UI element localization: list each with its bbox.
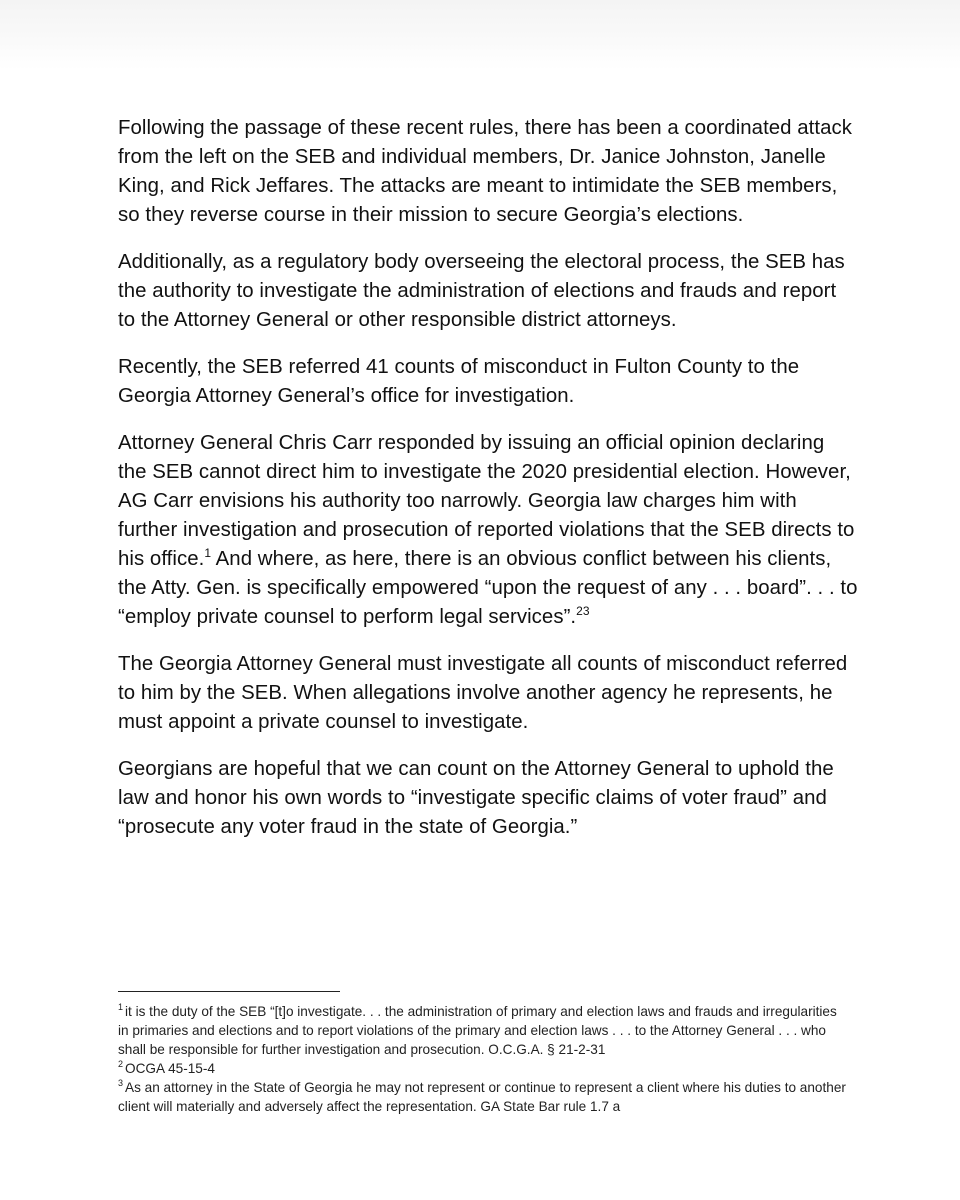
document-body [118,114,858,860]
footnote-number: 3 [118,1078,124,1089]
footnote-number: 1 [118,1002,124,1013]
footnote-3 [118,1078,848,1116]
paragraph-georgians-hopeful: Georgians are hopeful that we can count on the Attorney General to uphold the law and honor his own words to “investigate specific claims of voter fraud” and “prosecute any voter fraud in the state of Georgia.” [118,758,834,838]
footnote-ref-23: 23 [576,604,590,619]
footnote-1 [118,1002,848,1059]
paragraph-seb-authority: Additionally, as a regulatory body overseeing the electoral process, the SEB has the authority to investigate the administration of elections and frauds and report to the Attorney General or other responsible district attorneys. [118,251,845,331]
footnote-text: OCGA 45-15-4 [125,1061,215,1076]
footnote-divider [118,991,340,992]
footnote-number: 2 [118,1059,124,1070]
paragraph-ag-opinion-part-b: And where, as here, there is an obvious conflict between his clients, the Atty. Gen. is specifically empowered “upon the request of any . . . board”. . . to “employ private counsel to perform legal services”. [118,548,858,628]
paragraph-fulton-referral: Recently, the SEB referred 41 counts of misconduct in Fulton County to the Georgia Attorney General’s office for investigation. [118,356,800,407]
paragraph-ag-opinion-part-a: Attorney General Chris Carr responded by issuing an official opinion declaring the SEB cannot direct him to investigate the 2020 presidential election. However, AG Carr envisions his authority too narrowly. Georgia law charges him with further investigation and prosecution of reported violations that the SEB directs to his office. [118,432,855,570]
page-top-shadow [0,0,960,70]
paragraph-must-investigate: The Georgia Attorney General must investigate all counts of misconduct referred to him by the SEB. When allegations involve another agency he represents, he must appoint a private counsel to investigate. [118,653,848,733]
paragraph-ag-opinion [118,429,858,632]
footnote-text: As an attorney in the State of Georgia he may not represent or continue to represent a client where his duties to another client will materially and adversely affect the representation. GA State Bar rule 1.7 a [118,1080,846,1114]
footnotes [118,1002,848,1116]
footnote-text: it is the duty of the SEB “[t]o investigate. . . the administration of primary and election laws and frauds and irregularities in primaries and elections and to report violations of the primary and election laws . . . to the Attorney General . . . who shall be responsible for further investigation and prosecution. O.C.G.A. § 21-2-31 [118,1004,837,1057]
footnote-ref-1: 1 [204,546,212,561]
paragraph-coordinated-attack: Following the passage of these recent rules, there has been a coordinated attack from the left on the SEB and individual members, Dr. Janice Johnston, Janelle King, and Rick Jeffares. The attacks are meant to intimidate the SEB members, so they reverse course in their mission to secure Georgia’s elections. [118,117,852,226]
footnote-2 [118,1059,848,1078]
